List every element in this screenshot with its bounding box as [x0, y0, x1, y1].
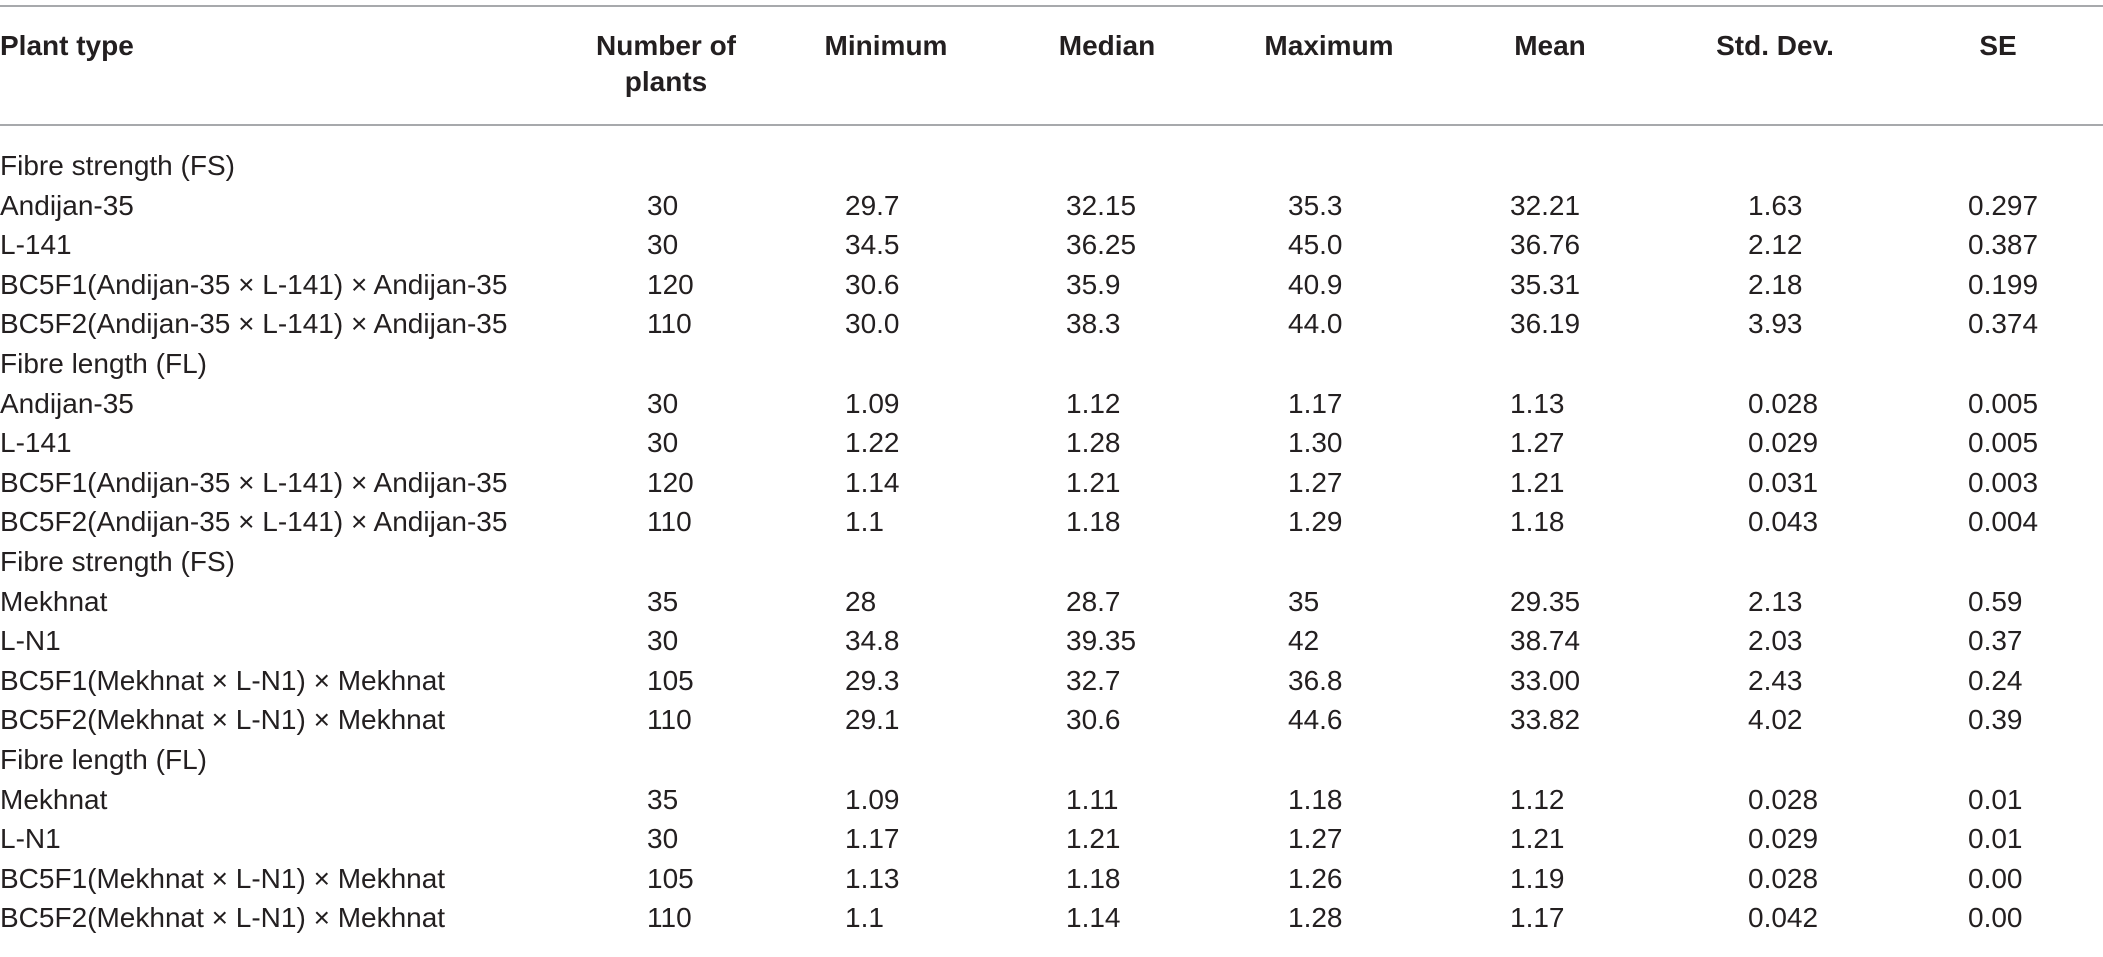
number-of-plants-cell: 35: [647, 783, 679, 815]
se-cell: 0.01: [1968, 783, 2023, 815]
mean-cell: 29.35: [1510, 585, 1581, 617]
header-maximum: Maximum: [1264, 30, 1394, 61]
minimum-cell: 1.09: [845, 387, 900, 419]
table-row: [0, 819, 2103, 859]
se-cell: 0.01: [1968, 823, 2023, 855]
median-cell: 32.7: [1066, 664, 1121, 696]
number-of-plants-cell: 110: [647, 308, 692, 340]
mean-cell: 1.21: [1510, 823, 1565, 855]
minimum-cell: 34.5: [845, 229, 900, 261]
se-cell: 0.297: [1968, 189, 2039, 221]
std-dev-cell: 1.63: [1748, 189, 1803, 221]
se-cell: 0.003: [1968, 466, 2039, 498]
minimum-cell: 1.22: [845, 427, 900, 459]
table-row: [0, 661, 2103, 701]
minimum-cell: 29.3: [845, 664, 900, 696]
mean-cell: 32.21: [1510, 189, 1581, 221]
number-of-plants-cell: 35: [647, 585, 679, 617]
table-header-rule: [0, 124, 2103, 126]
std-dev-cell: 2.18: [1748, 268, 1803, 300]
number-of-plants-cell: 105: [647, 664, 694, 696]
header-median: Median: [1058, 30, 1156, 61]
median-cell: 1.11: [1066, 783, 1119, 815]
maximum-cell: 36.8: [1288, 664, 1343, 696]
se-cell: 0.004: [1968, 506, 2039, 538]
se-cell: 0.199: [1968, 268, 2039, 300]
mean-cell: 35.31: [1510, 268, 1581, 300]
plant-type-cell: L-141: [0, 229, 72, 261]
number-of-plants-cell: 30: [647, 427, 679, 459]
maximum-cell: 1.26: [1288, 862, 1343, 894]
median-cell: 32.15: [1066, 189, 1137, 221]
mean-cell: 1.13: [1510, 387, 1565, 419]
maximum-cell: 42: [1288, 625, 1320, 657]
std-dev-cell: 0.028: [1748, 783, 1819, 815]
table-row: [0, 423, 2103, 463]
std-dev-cell: 0.028: [1748, 862, 1819, 894]
se-cell: 0.00: [1968, 902, 2023, 934]
section-row: [0, 146, 2103, 186]
minimum-cell: 29.7: [845, 189, 900, 221]
number-of-plants-cell: 105: [647, 862, 694, 894]
table-row: [0, 304, 2103, 344]
header-number-line1: Number of: [596, 30, 736, 61]
std-dev-cell: 2.03: [1748, 625, 1803, 657]
header-mean: Mean: [1514, 30, 1586, 61]
number-of-plants-cell: 110: [647, 506, 692, 538]
std-dev-cell: 0.043: [1748, 506, 1819, 538]
mean-cell: 1.27: [1510, 427, 1565, 459]
section-label: Fibre strength (FS): [0, 546, 235, 577]
mean-cell: 1.17: [1510, 902, 1565, 934]
plant-type-cell: Mekhnat: [0, 783, 108, 815]
mean-cell: 38.74: [1510, 625, 1581, 657]
table-row: [0, 463, 2103, 503]
maximum-cell: 1.18: [1288, 783, 1343, 815]
minimum-cell: 28: [845, 585, 877, 617]
header-number-line2: plants: [624, 66, 708, 97]
std-dev-cell: 0.028: [1748, 387, 1819, 419]
number-of-plants-cell: 30: [647, 229, 679, 261]
mean-cell: 33.82: [1510, 704, 1581, 736]
std-dev-cell: 0.042: [1748, 902, 1819, 934]
median-cell: 1.28: [1066, 427, 1121, 459]
minimum-cell: 30.0: [845, 308, 900, 340]
mean-cell: 1.21: [1510, 466, 1565, 498]
std-dev-cell: 3.93: [1748, 308, 1803, 340]
header-number-of-plants: [596, 28, 736, 100]
maximum-cell: 1.27: [1288, 466, 1343, 498]
median-cell: 1.21: [1066, 823, 1121, 855]
median-cell: 1.18: [1066, 862, 1121, 894]
median-cell: 1.21: [1066, 466, 1121, 498]
minimum-cell: 1.13: [845, 862, 900, 894]
se-cell: 0.005: [1968, 387, 2039, 419]
maximum-cell: 44.0: [1288, 308, 1343, 340]
table-row: [0, 898, 2103, 938]
plant-type-cell: BC5F1(Mekhnat × L-N1) × Mekhnat: [0, 664, 446, 696]
table-row: [0, 780, 2103, 820]
std-dev-cell: 0.029: [1748, 823, 1819, 855]
plant-type-cell: L-N1: [0, 625, 61, 657]
maximum-cell: 1.28: [1288, 902, 1343, 934]
table-top-rule: [0, 5, 2103, 7]
table-row: [0, 700, 2103, 740]
plant-type-cell: Andijan-35: [0, 387, 134, 419]
number-of-plants-cell: 30: [647, 625, 679, 657]
header-std-dev: Std. Dev.: [1716, 30, 1834, 61]
number-of-plants-cell: 30: [647, 189, 679, 221]
plant-type-cell: L-N1: [0, 823, 61, 855]
maximum-cell: 1.29: [1288, 506, 1343, 538]
header-se: SE: [1979, 30, 2017, 61]
table-row: [0, 582, 2103, 622]
number-of-plants-cell: 120: [647, 268, 694, 300]
minimum-cell: 1.1: [845, 902, 884, 934]
plant-type-cell: BC5F2(Mekhnat × L-N1) × Mekhnat: [0, 902, 446, 934]
number-of-plants-cell: 110: [647, 902, 692, 934]
number-of-plants-cell: 30: [647, 823, 679, 855]
minimum-cell: 1.09: [845, 783, 900, 815]
mean-cell: 33.00: [1510, 664, 1581, 696]
section-label: Fibre length (FL): [0, 744, 207, 775]
maximum-cell: 1.17: [1288, 387, 1343, 419]
table-row: [0, 859, 2103, 899]
table-row: [0, 186, 2103, 226]
header-plant-type: Plant type: [0, 30, 134, 61]
minimum-cell: 30.6: [845, 268, 900, 300]
plant-type-cell: BC5F1(Mekhnat × L-N1) × Mekhnat: [0, 862, 446, 894]
se-cell: 0.00: [1968, 862, 2023, 894]
median-cell: 38.3: [1066, 308, 1121, 340]
mean-cell: 1.19: [1510, 862, 1565, 894]
number-of-plants-cell: 110: [647, 704, 692, 736]
plant-type-cell: Andijan-35: [0, 189, 134, 221]
std-dev-cell: 0.029: [1748, 427, 1819, 459]
maximum-cell: 1.27: [1288, 823, 1343, 855]
table-row: [0, 621, 2103, 661]
plant-type-cell: BC5F2(Mekhnat × L-N1) × Mekhnat: [0, 704, 446, 736]
median-cell: 30.6: [1066, 704, 1121, 736]
mean-cell: 1.18: [1510, 506, 1565, 538]
se-cell: 0.374: [1968, 308, 2039, 340]
section-row: [0, 542, 2103, 582]
median-cell: 36.25: [1066, 229, 1137, 261]
section-label: Fibre length (FL): [0, 348, 207, 379]
minimum-cell: 1.14: [845, 466, 900, 498]
std-dev-cell: 2.43: [1748, 664, 1803, 696]
std-dev-cell: 2.13: [1748, 585, 1803, 617]
maximum-cell: 40.9: [1288, 268, 1343, 300]
se-cell: 0.39: [1968, 704, 2023, 736]
se-cell: 0.387: [1968, 229, 2039, 261]
median-cell: 1.14: [1066, 902, 1121, 934]
median-cell: 28.7: [1066, 585, 1121, 617]
maximum-cell: 1.30: [1288, 427, 1343, 459]
plant-type-cell: BC5F1(Andijan-35 × L-141) × Andijan-35: [0, 466, 508, 498]
maximum-cell: 35: [1288, 585, 1320, 617]
plant-type-cell: BC5F1(Andijan-35 × L-141) × Andijan-35: [0, 268, 508, 300]
median-cell: 1.18: [1066, 506, 1121, 538]
minimum-cell: 29.1: [845, 704, 900, 736]
plant-type-cell: BC5F2(Andijan-35 × L-141) × Andijan-35: [0, 308, 508, 340]
median-cell: 39.35: [1066, 625, 1137, 657]
section-label: Fibre strength (FS): [0, 150, 235, 181]
mean-cell: 1.12: [1510, 783, 1565, 815]
se-cell: 0.59: [1968, 585, 2023, 617]
median-cell: 1.12: [1066, 387, 1121, 419]
se-cell: 0.24: [1968, 664, 2023, 696]
mean-cell: 36.76: [1510, 229, 1581, 261]
table-row: [0, 265, 2103, 305]
plant-type-cell: Mekhnat: [0, 585, 108, 617]
section-row: [0, 740, 2103, 780]
se-cell: 0.37: [1968, 625, 2023, 657]
maximum-cell: 35.3: [1288, 189, 1343, 221]
maximum-cell: 45.0: [1288, 229, 1343, 261]
plant-type-cell: L-141: [0, 427, 72, 459]
header-minimum: Minimum: [824, 30, 948, 61]
mean-cell: 36.19: [1510, 308, 1581, 340]
table-row: [0, 384, 2103, 424]
minimum-cell: 1.1: [845, 506, 884, 538]
std-dev-cell: 4.02: [1748, 704, 1803, 736]
minimum-cell: 34.8: [845, 625, 900, 657]
number-of-plants-cell: 120: [647, 466, 694, 498]
maximum-cell: 44.6: [1288, 704, 1343, 736]
table-row: [0, 502, 2103, 542]
minimum-cell: 1.17: [845, 823, 900, 855]
median-cell: 35.9: [1066, 268, 1121, 300]
number-of-plants-cell: 30: [647, 387, 679, 419]
table-row: [0, 225, 2103, 265]
std-dev-cell: 2.12: [1748, 229, 1803, 261]
se-cell: 0.005: [1968, 427, 2039, 459]
std-dev-cell: 0.031: [1748, 466, 1819, 498]
section-row: [0, 344, 2103, 384]
plant-type-cell: BC5F2(Andijan-35 × L-141) × Andijan-35: [0, 506, 508, 538]
